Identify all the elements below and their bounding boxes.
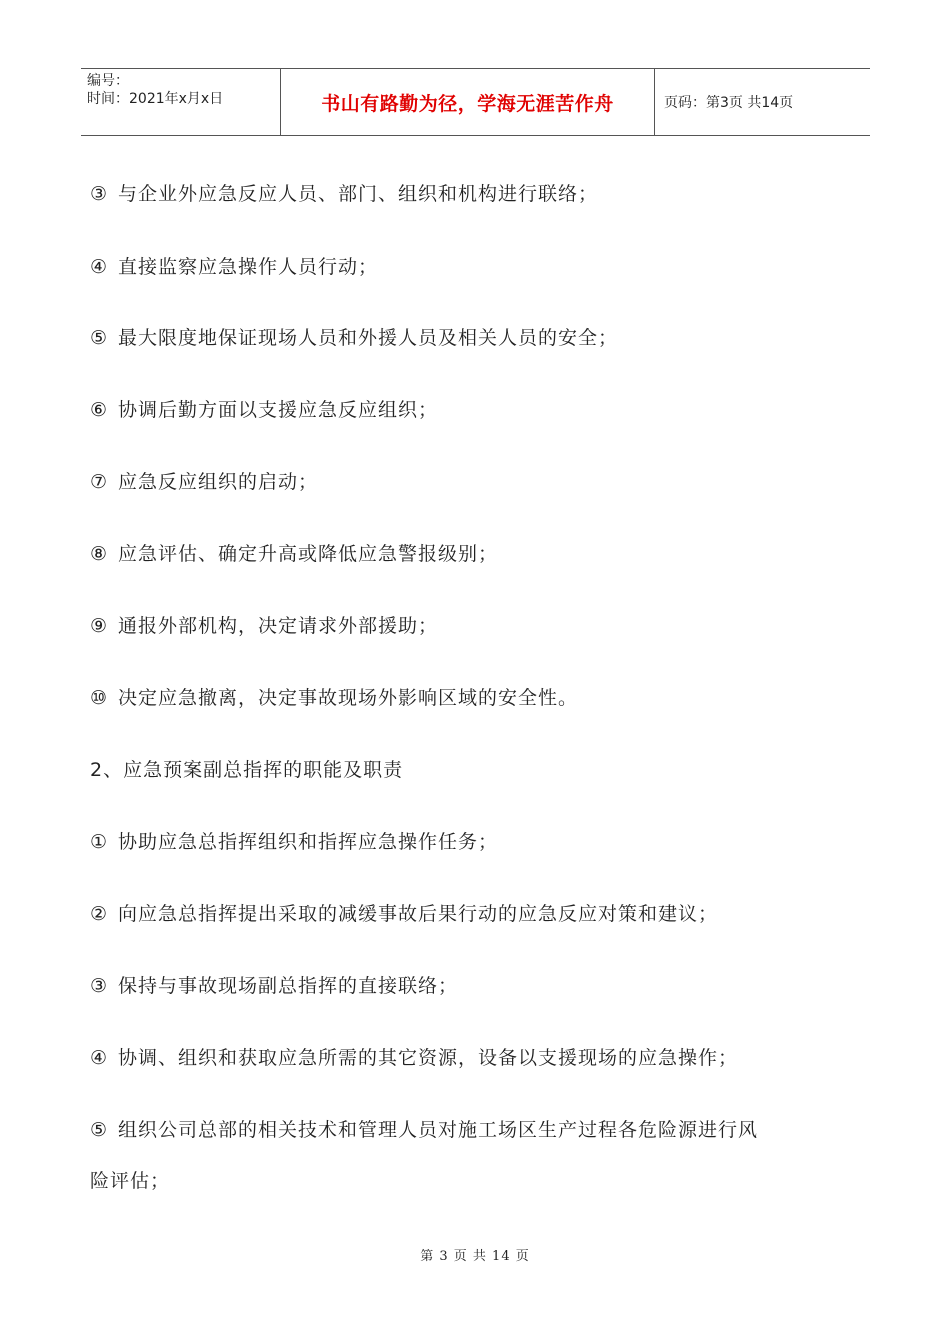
heading-text: 2、应急预案副总指挥的职能及职责 xyxy=(90,759,404,781)
header-motto-cell xyxy=(281,69,655,135)
item-marker: ⑤ xyxy=(90,327,109,349)
item-marker: ③ xyxy=(90,183,109,205)
item-text: 协助应急总指挥组织和指挥应急操作任务； xyxy=(118,831,499,853)
list-item xyxy=(90,255,378,279)
item-marker: ⑨ xyxy=(90,615,109,637)
number-label: 编号： xyxy=(87,73,129,89)
time-label: 时间：2021年x月x日 xyxy=(87,91,224,107)
item-marker: ⑧ xyxy=(90,543,109,565)
header-meta-cell xyxy=(81,69,281,135)
item-marker: ① xyxy=(90,831,109,853)
list-item xyxy=(90,542,498,566)
item-text: 直接监察应急操作人员行动； xyxy=(118,256,379,278)
list-item-continuation xyxy=(90,1169,170,1193)
page-footer xyxy=(0,1245,950,1264)
section-heading xyxy=(90,758,403,782)
footer-page-number: 第 3 页 共 14 页 xyxy=(420,1249,530,1264)
item-text: 与企业外应急反应人员、部门、组织和机构进行联络； xyxy=(118,183,599,205)
list-item xyxy=(90,326,618,350)
item-text: 应急评估、确定升高或降低应急警报级别； xyxy=(118,543,499,565)
list-item xyxy=(90,830,498,854)
list-item xyxy=(90,902,718,926)
item-marker: ④ xyxy=(90,256,109,278)
item-text: 协调、组织和获取应急所需的其它资源，设备以支援现场的应急操作； xyxy=(118,1047,739,1069)
item-text: 组织公司总部的相关技术和管理人员对施工场区生产过程各危险源进行风 xyxy=(118,1119,759,1141)
list-item xyxy=(90,182,598,206)
item-text: 向应急总指挥提出采取的减缓事故后果行动的应急反应对策和建议； xyxy=(118,903,719,925)
item-text: 险评估； xyxy=(90,1170,171,1192)
item-marker: ⑥ xyxy=(90,399,109,421)
item-marker: ② xyxy=(90,903,109,925)
item-marker: ⑩ xyxy=(90,687,109,709)
item-text: 决定应急撤离，决定事故现场外影响区域的安全性。 xyxy=(118,687,579,709)
item-text: 协调后勤方面以支援应急反应组织； xyxy=(118,399,439,421)
list-item xyxy=(90,470,318,494)
page-info: 页码：第3页 共14页 xyxy=(664,95,794,111)
list-item xyxy=(90,1118,758,1142)
item-marker: ④ xyxy=(90,1047,109,1069)
list-item xyxy=(90,398,438,422)
document-header xyxy=(81,68,870,136)
list-item xyxy=(90,974,458,998)
item-text: 通报外部机构，决定请求外部援助； xyxy=(118,615,439,637)
motto-text: 书山有路勤为径，学海无涯苦作舟 xyxy=(321,92,614,115)
item-text: 应急反应组织的启动； xyxy=(118,471,319,493)
item-marker: ⑦ xyxy=(90,471,109,493)
item-text: 最大限度地保证现场人员和外援人员及相关人员的安全； xyxy=(118,327,619,349)
item-marker: ⑤ xyxy=(90,1119,109,1141)
list-item xyxy=(90,1046,738,1070)
header-page-cell xyxy=(655,69,870,135)
list-item xyxy=(90,686,578,710)
item-marker: ③ xyxy=(90,975,109,997)
item-text: 保持与事故现场副总指挥的直接联络； xyxy=(118,975,459,997)
list-item xyxy=(90,614,438,638)
